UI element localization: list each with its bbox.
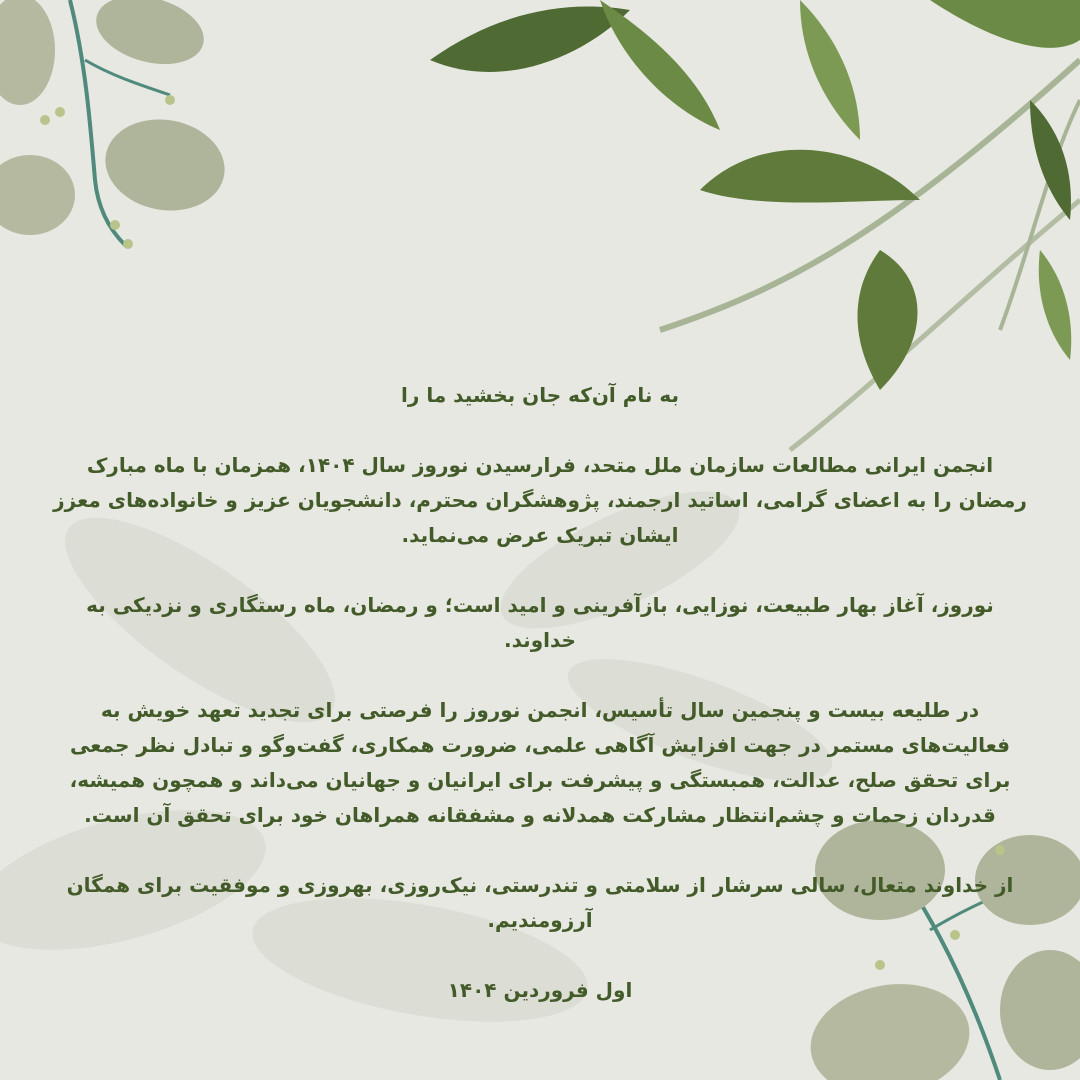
- top-left-bud-2: [55, 107, 65, 117]
- top-left-branch: [0, 0, 232, 249]
- top-left-leaf-4: [0, 155, 75, 235]
- top-left-leaf-1: [89, 0, 212, 75]
- top-left-leaf-2: [0, 0, 55, 105]
- top-right-leaf-6: [930, 0, 1080, 48]
- greeting-paragraph-1: انجمن ایرانی مطالعات سازمان ملل متحد، فرارسیدن نوروز سال ۱۴۰۴، همزمان با ماه مبارک رمضان را به اعضای گرامی، اساتید ارجمند، پژوهشگران محترم، دانشجویان عزیز و خانواده‌های معزز ایشان تبریک عرض می‌نماید.: [53, 453, 1027, 547]
- greeting-paragraph-3: در طلیعه بیست و پنجمین سال تأسیس، انجمن نوروز را فرصتی برای تجدید تعهد خویش به فعالیت‌های مستمر در جهت افزایش آگاهی علمی، ضرورت همکاری، گفت‌وگو و تبادل نظر جمعی برای تحقق صلح، عدالت، همبستگی و پیشرفت برای ایرانیان و جهانیان می‌داند و همچون همیشه، قدردان زحمات و چشم‌انتظار مشارکت همدلانه و مشفقانه همراهان خود برای تحقق آن است.: [69, 698, 1011, 827]
- greeting-heading: به نام آن‌که جان بخشید ما را: [400, 383, 680, 407]
- top-left-leaf-3: [98, 110, 232, 219]
- top-left-bud-5: [123, 239, 133, 249]
- greeting-paragraph-2: نوروز، آغاز بهار طبیعت، نوزایی، بازآفرینی و امید است؛ و رمضان، ماه رستگاری و نزدیکی به خداوند.: [86, 593, 994, 652]
- top-right-leaf-7: [1030, 100, 1071, 220]
- top-left-bud-1: [40, 115, 50, 125]
- greeting-date: اول فروردین ۱۴۰۴: [447, 978, 633, 1002]
- greeting-message: [50, 378, 1030, 1008]
- top-right-leaf-2: [430, 7, 630, 72]
- top-right-leaf-4: [800, 0, 860, 140]
- top-right-leaf-5: [858, 250, 918, 390]
- greeting-paragraph-4: از خداوند متعال، سالی سرشار از سلامتی و تندرستی، نیک‌روزی، بهروزی و موفقیت برای همگان آرزومندیم.: [66, 873, 1014, 932]
- top-right-leaf-1: [700, 150, 920, 203]
- top-left-twig: [85, 60, 170, 95]
- top-left-bud-3: [165, 95, 175, 105]
- top-right-leaf-3: [600, 0, 720, 130]
- top-right-leaf-8: [1039, 250, 1072, 360]
- top-left-bud-4: [110, 220, 120, 230]
